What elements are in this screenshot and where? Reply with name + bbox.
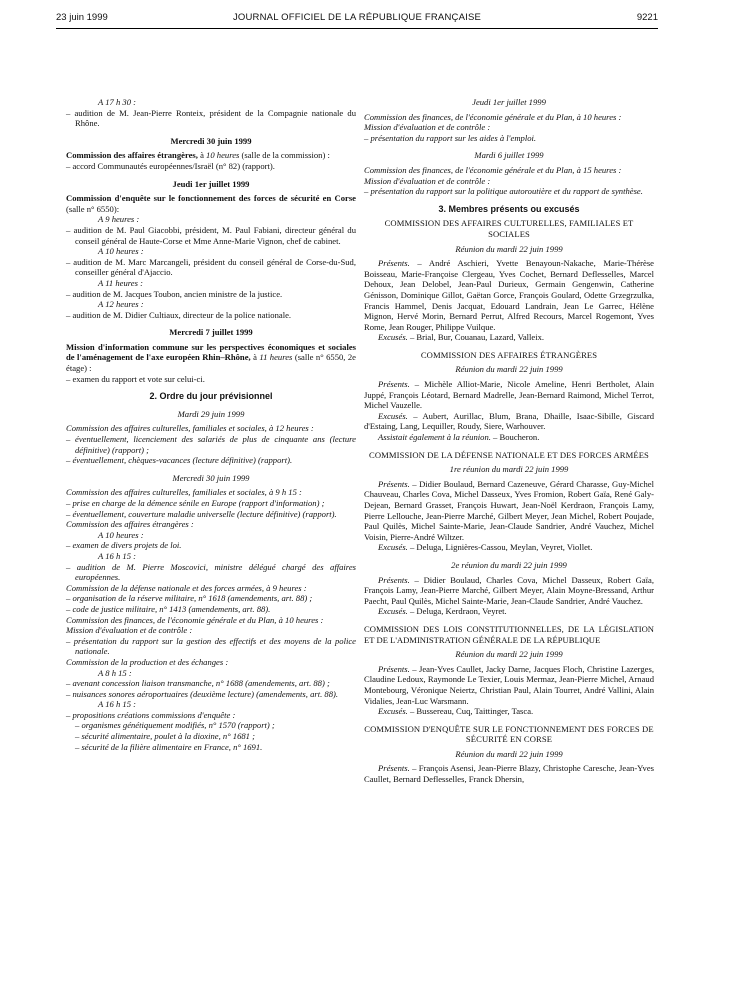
commission-entry: Commission des affaires étrangères, à 10 heures (salle de la commission) : [66, 150, 330, 161]
agenda-item: – avenant concession liaison transmanche, n° 1688 (amendements, art. 88) ; [66, 678, 330, 689]
also-attending: Assistait également à la réunion. – Boucheron. [378, 432, 540, 443]
time-heading: A 10 heures : [98, 529, 144, 540]
meeting-heading: 1re réunion du mardi 22 juin 1999 [449, 464, 569, 475]
agenda-item: – audition de M. Jean-Pierre Ronteix, président de la Compagnie nationale du Rhône. [66, 107, 356, 129]
commission-entry: Commission de la défense nationale et des forces armées, à 9 heures : [66, 582, 307, 593]
time-heading: A 10 heures : [98, 246, 144, 257]
right-column [364, 97, 654, 785]
left-column [66, 97, 356, 752]
commission-name: COMMISSION D'ENQUÊTE SUR LE FONCTIONNEMENT DES FORCES DE SÉCURITÉ EN CORSE [364, 723, 654, 745]
date-heading: Mercredi 30 juin 1999 [172, 472, 250, 483]
commission-name: COMMISSION DE LA DÉFENSE NATIONALE ET DES FORCES ARMÉES [369, 449, 649, 460]
mission-label: Mission d'évaluation et de contrôle : [66, 625, 193, 636]
agenda-item: – éventuellement, chèques-vacances (lecture définitive) (rapport). [66, 455, 293, 466]
commission-entry: Mission d'information commune sur les perspectives économiques et sociales de l'aménagement de l'axe européen Rhin–Rhône, à 11 heures (salle n° 6550, 2e étage) : [66, 341, 356, 374]
agenda-item: – organisation de la réserve militaire, n° 1618 (amendements, art. 88) ; [66, 593, 313, 604]
meeting-heading: Réunion du mardi 22 juin 1999 [455, 748, 563, 759]
date-heading: Jeudi 1er juillet 1999 [172, 178, 250, 189]
present-list: Présents. – Didier Boulaud, Bernard Cazeneuve, Gérard Charasse, Guy-Michel Chauveau, Charles Cova, Michel Dasseux, Yves Fromion, Robert Gaïa, René Galy-Dejean, Bernard Grasset, François Huwart, Jean-Noël Kerdraon, François Lamy, Pierre Lellouche, Jean-Pierre Marché, Gilbert Meyer, Jean Michel, Robert Poujade, Paul Quilès, Michel Sainte-Marie, Jean-Claude Sandrier, André Vauchez, Michel Voisin, Pierre-André Wiltzer. [364, 478, 654, 542]
commission-name: COMMISSION DES LOIS CONSTITUTIONNELLES, DE LA LÉGISLATION ET DE L'ADMINISTRATION GÉNÉRALE DE LA RÉPUBLIQUE [364, 623, 654, 645]
agenda-item: – présentation du rapport sur les aides à l'emploi. [364, 132, 537, 143]
present-list: Présents. – Michèle Alliot-Marie, Nicole Ameline, Henri Bertholet, Alain Juppé, François Léotard, Bernard Madrelle, Jean-Bernard Raimond, Michel Terrot, Michel Vauzelle. [364, 379, 654, 411]
agenda-item: – code de justice militaire, n° 1413 (amendements, art. 88). [66, 603, 271, 614]
agenda-subitem: – sécurité de la filière alimentaire en France, n° 1691. [75, 741, 263, 752]
agenda-item: – audition de M. Paul Giacobbi, président, M. Paul Fabiani, directeur général du conseil général de Haute-Corse et Mme Anne-Marie Vignon, chef de cabinet. [66, 224, 356, 246]
commission-name: COMMISSION DES AFFAIRES CULTURELLES, FAMILIALES ET SOCIALES [384, 218, 634, 239]
meeting-heading: Réunion du mardi 22 juin 1999 [455, 364, 563, 375]
section-heading: 3. Membres présents ou excusés [438, 203, 580, 214]
agenda-item: – éventuellement, licenciement des salariés de plus de cinquante ans (lecture définitive) (rapport) ; [66, 434, 356, 455]
agenda-item: – présentation du rapport sur la gestion des effectifs et des moyens de la police nationale. [66, 635, 356, 657]
commission-entry: Commission des affaires étrangères : [66, 519, 194, 530]
time-heading: A 11 heures : [98, 277, 143, 288]
header-title: JOURNAL OFFICIEL DE LA RÉPUBLIQUE FRANÇAISE [232, 12, 482, 23]
agenda-item: – propositions créations commissions d'enquête : [66, 709, 236, 720]
time-heading: A 9 heures : [98, 214, 140, 225]
date-heading: Jeudi 1er juillet 1999 [472, 97, 546, 107]
agenda-item: – audition de M. Didier Cultiaux, directeur de la police nationale. [66, 309, 292, 320]
agenda-subitem: – organismes génétiquement modifiés, n° 1570 (rapport) ; [75, 720, 275, 731]
present-list: Présents. – André Aschieri, Yvette Benayoun-Nakache, Marie-Thérèse Boisseau, Marie-Françoise Clergeau, Yves Cochet, Bernard Deflesselles, Marcel Dehoux, Jean Delobel, Jean-Paul Durieux, Germain Gengenwin, Catherine Génisson, Dominique Gillot, Gaëtan Gorce, François Goulard, Odette Grzegrzulka, Francis Hammel, Denis Jacquat, Edouard Landrain, Jean Le Garrec, Hélène Mignon, Hervé Morin, Bernard Perrut, Alfred Recours, Marcel Rogemont, Yves Rome, Jean Rouger, Philippe Vuilque. [364, 258, 654, 332]
present-list: Présents. – Didier Boulaud, Charles Cova, Michel Dasseux, Robert Gaïa, François Lamy, Jean-Pierre Marché, Gilbert Meyer, Alain Moyne-Bressand, Arthur Paecht, Paul Quilès, Michel Sainte-Marie, Jean-Claude Sandrier, André Vauchez. [364, 574, 654, 606]
agenda-item: – audition de M. Jacques Toubon, ancien ministre de la justice. [66, 288, 283, 299]
date-heading: Mercredi 7 juillet 1999 [169, 327, 253, 338]
page-header [56, 12, 658, 28]
agenda-item: – examen du rapport et vote sur celui-ci. [66, 373, 205, 384]
commission-entry: Commission des affaires culturelles, familiales et sociales, à 12 heures : [66, 423, 314, 434]
header-date: 23 juin 1999 [56, 12, 108, 23]
agenda-item: – présentation du rapport sur la politique autoroutière et du rapport de synthèse. [364, 186, 643, 197]
agenda-item: – accord Communautés européennes/Israël (n° 82) (rapport). [66, 160, 275, 171]
agenda-item: – nuisances sonores aéroportuaires (deuxième lecture) (amendements, art. 88). [66, 688, 338, 699]
time-heading: A 12 heures : [98, 299, 144, 310]
time-heading: A 8 h 15 : [98, 667, 132, 678]
mission-label: Mission d'évaluation et de contrôle : [364, 122, 491, 133]
section-heading: 2. Ordre du jour prévisionnel [149, 391, 273, 402]
commission-entry: Commission des finances, de l'économie générale et du Plan, à 10 heures : [364, 111, 622, 122]
commission-entry: Commission d'enquête sur le fonctionnement des forces de sécurité en Corse (salle n° 6550): [66, 193, 356, 214]
excused-list: Excusés. – Deluga, Kerdraon, Veyret. [378, 606, 507, 617]
agenda-item: – prise en charge de la démence sénile en Europe (rapport d'information) ; [66, 498, 325, 508]
time-heading: A 16 h 15 : [98, 699, 137, 710]
agenda-item: – éventuellement, couverture maladie universelle (lecture définitive) (rapport). [66, 508, 337, 519]
present-list: Présents. – François Asensi, Jean-Pierre Blazy, Christophe Caresche, Jean-Yves Caullet, Bernard Deflesselles, Franck Dhersin, [364, 763, 654, 785]
agenda-item: – audition de M. Pierre Moscovici, ministre délégué chargé des affaires européennes. [66, 561, 356, 583]
date-heading: Mardi 6 juillet 1999 [474, 150, 544, 161]
header-rule [56, 28, 658, 29]
excused-list: Excusés. – Deluga, Lignières-Cassou, Meylan, Veyret, Viollet. [378, 542, 593, 553]
commission-entry: Commission des finances, de l'économie générale et du Plan, à 15 heures : [364, 164, 622, 175]
meeting-heading: Réunion du mardi 22 juin 1999 [455, 649, 563, 660]
excused-list: Excusés. – Aubert, Aurillac, Blum, Brana, Dhaille, Isaac-Sibille, Giscard d'Estaing, Lang, Lequiller, Roudy, Siere, Warhouver. [364, 410, 654, 432]
agenda-item: – audition de M. Marc Marcangeli, président du conseil général de Corse-du-Sud, conseiller général d'Ajaccio. [66, 256, 356, 278]
mission-label: Mission d'évaluation et de contrôle : [364, 175, 491, 186]
meeting-heading: Réunion du mardi 22 juin 1999 [455, 243, 563, 254]
date-heading: Mardi 29 juin 1999 [177, 408, 245, 419]
time-heading: A 16 h 15 : [98, 550, 137, 561]
commission-name: COMMISSION DES AFFAIRES ÉTRANGÈRES [420, 349, 598, 360]
excused-list: Excusés. – Bussereau, Cuq, Taittinger, Tasca. [378, 706, 534, 717]
commission-entry: Commission de la production et des échanges : [66, 656, 229, 667]
commission-entry: Commission des affaires culturelles, familiales et sociales, à 9 h 15 : [66, 487, 302, 498]
excused-list: Excusés. – Brial, Bur, Couanau, Lazard, Valleix. [378, 332, 545, 343]
date-heading: Mercredi 30 juin 1999 [170, 135, 252, 146]
agenda-subitem: – sécurité alimentaire, poulet à la dioxine, n° 1681 ; [75, 731, 255, 742]
commission-entry: Commission des finances, de l'économie générale et du Plan, à 10 heures : [66, 614, 324, 625]
meeting-heading: 2e réunion du mardi 22 juin 1999 [451, 559, 567, 570]
header-page-number: 9221 [636, 12, 658, 23]
agenda-item: – examen de divers projets de loi. [66, 540, 182, 551]
time-heading: A 17 h 30 : [98, 97, 137, 107]
present-list: Présents. – Jean-Yves Caullet, Jacky Darne, Jacques Floch, Christine Lazerges, Claudine Ledoux, Raymonde Le Texier, Louis Mermaz, Jean-Pierre Michel, Arnaud Montebourg, Véronique Neiertz, Christian Paul, Alain Tourret, André Vallini, Alain Vidalies, Jean-Luc Warsmann. [364, 663, 654, 706]
